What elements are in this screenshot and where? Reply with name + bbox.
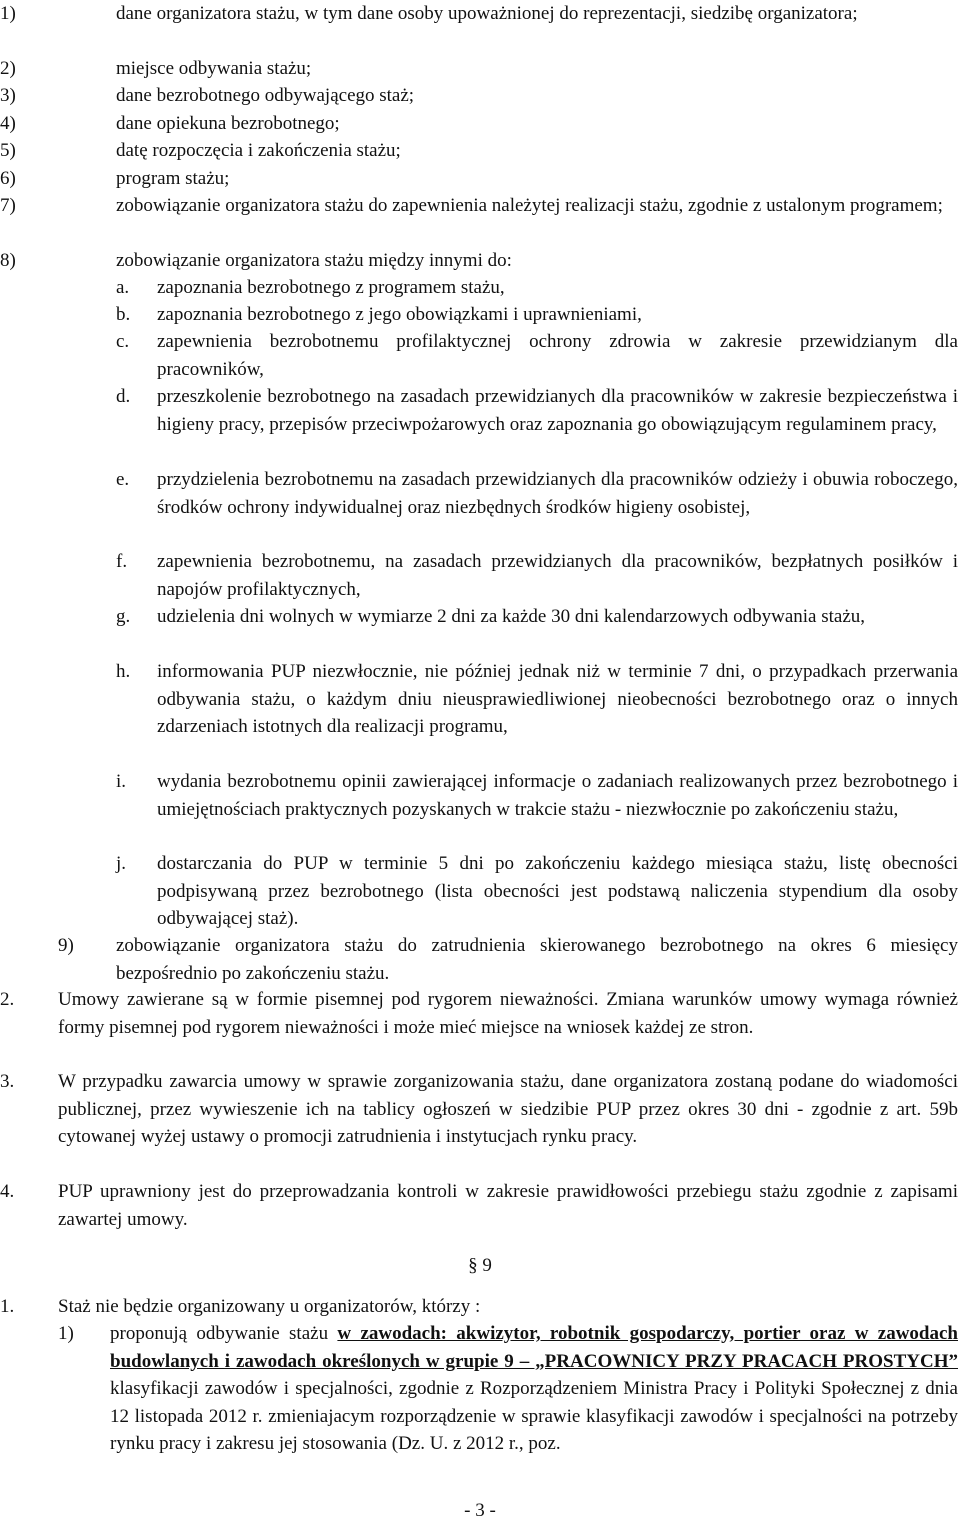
sub-list-item-text: przeszkolenie bezrobotnego na zasadach przewidzianych dla pracowników w zakresie bezpieczeństwa i higieny pracy, przepisów przeciwpożarowych oraz zapoznania go obowiązującym regulaminem pracy, — [157, 386, 958, 435]
sub-list-item-text: zapewnienia bezrobotnemu, na zasadach przewidzianych dla pracowników, bezpłatnych posiłków i napojów profilaktycznych, — [157, 551, 958, 600]
sub-list-item-letter: f. — [116, 551, 128, 572]
list-item-number: 1) — [58, 1323, 74, 1344]
list-item-text: miejsce odbywania stażu; — [116, 58, 312, 79]
list-item-text: zobowiązanie organizatora stażu do zapewnienia należytej realizacji stażu, zgodnie z ustalonym programem; — [116, 195, 943, 216]
sub-list-item-text: wydania bezrobotnemu opinii zawierającej informacje o zadaniach realizowanych przez bezrobotnego i umiejętnościach praktycznych pozyskanych w trakcie stażu - niezwłocznie po zakończeniu stażu, — [157, 771, 958, 820]
list-item-text: program stażu; — [116, 168, 230, 189]
sub-list-item-text: zapewnienia bezrobotnemu profilaktycznej ochrony zdrowia w zakresie przewidzianym dla pracowników, — [157, 331, 958, 380]
list-item-text: dane bezrobotnego odbywającego staż; — [116, 85, 415, 106]
sub-list-item-letter: h. — [116, 661, 131, 682]
list-item-number: 6) — [0, 168, 16, 189]
list-item-text: dane organizatora stażu, w tym dane osoby upoważnionej do reprezentacji, siedzibę organizatora; — [116, 3, 858, 24]
paragraph-text: Umowy zawierane są w formie pisemnej pod rygorem nieważności. Zmiana warunków umowy wymaga również formy pisemnej pod rygorem nieważności i może mieć miejsce na wniosek każdej ze stron. — [58, 989, 958, 1038]
list-item-number: 9) — [58, 935, 74, 956]
sub-list-item-text: przydzielenia bezrobotnemu na zasadach przewidzianych dla pracowników odzieży i obuwia roboczego, środków ochrony indywidualnej oraz niezbędnych środków higieny osobistej, — [157, 469, 958, 518]
list-item-number: 1) — [0, 3, 16, 24]
list-item-number: 5) — [0, 140, 16, 161]
list-item-number: 2) — [0, 58, 16, 79]
list-item-text — [110, 1320, 958, 1458]
paragraph-text: PUP uprawniony jest do przeprowadzania kontroli w zakresie prawidłowości przebiegu stażu zgodnie z zapisami zawartej umowy. — [58, 1181, 958, 1230]
page-number: - 3 - — [464, 1500, 496, 1521]
sub-list-item-letter: j. — [116, 853, 127, 874]
list-item-number: 7) — [0, 195, 16, 216]
sub-list-item-letter: b. — [116, 304, 131, 325]
list-item-number: 3) — [0, 85, 16, 106]
paragraph-text: Staż nie będzie organizowany u organizatorów, którzy : — [58, 1296, 481, 1317]
list-item-text-rest: klasyfikacji zawodów i specjalności, zgodnie z Rozporządzeniem Ministra Pracy i Polityki Społecznej z dnia 12 listopada 2012 r. zmieniajacym rozporządzenie w sprawie klasyfikacji zawodów i specjalności na potrzeby rynku pracy i zakresu jej stosowania (Dz. U. z 2012 r., poz. — [110, 1378, 958, 1454]
sub-list-item-letter: a. — [116, 277, 130, 298]
sub-list-item-text: zapoznania bezrobotnego z programem stażu, — [157, 277, 505, 298]
list-item-text-emphasis: w zawodach: akwizytor, robotnik gospodarczy, portier oraz w zawodach budowlanych i zawodach określonych w grupie 9 – „PRACOWNICY PRZY PRACACH PROSTYCH” — [110, 1323, 958, 1372]
sub-list-item-text: zapoznania bezrobotnego z jego obowiązkami i uprawnieniami, — [157, 304, 642, 325]
sub-list-item-letter: e. — [116, 469, 130, 490]
sub-list-item-letter: c. — [116, 331, 130, 352]
list-item-text: datę rozpoczęcia i zakończenia stażu; — [116, 140, 401, 161]
paragraph-number: 2. — [0, 989, 15, 1010]
list-item — [0, 0, 960, 55]
list-item-number: 8) — [0, 250, 16, 271]
paragraph-number: 3. — [0, 1071, 15, 1092]
list-item-text: dane opiekuna bezrobotnego; — [116, 113, 340, 134]
sub-list-item-letter: g. — [116, 606, 131, 627]
sub-list-item-letter: d. — [116, 386, 131, 407]
paragraph-number: 4. — [0, 1181, 15, 1202]
list-item-text: zobowiązanie organizatora stażu między innymi do: — [116, 250, 512, 271]
list-item-text: zobowiązanie organizatora stażu do zatrudnienia skierowanego bezrobotnego na okres 6 miesięcy bezpośrednio po zakończeniu stażu. — [116, 935, 958, 984]
list-item-text-intro: proponują odbywanie stażu — [110, 1323, 338, 1344]
sub-list-item-text: dostarczania do PUP w terminie 5 dni po zakończeniu każdego miesiąca stażu, listę obecności podpisywaną przez bezrobotnego (lista obecności jest podstawą naliczenia stypendium dla osoby odbywającej staż). — [157, 853, 958, 929]
sub-list-item-letter: i. — [116, 771, 127, 792]
paragraph-text: W przypadku zawarcia umowy w sprawie zorganizowania stażu, dane organizatora zostaną podane do wiadomości publicznej, przez wywieszenie ich na tablicy ogłoszeń w siedzibie PUP przez okres 30 dni - zgodnie z art. 59b cytowanej wyżej ustawy o promocji zatrudnienia i instytucjach rynku pracy. — [58, 1071, 958, 1147]
paragraph-number: 1. — [0, 1296, 15, 1317]
sub-list-item-text: informowania PUP niezwłocznie, nie później jednak niż w terminie 7 dni, o przypadkach przerwania odbywania stażu, o każdym dniu nieusprawiedliwionej nieobecności bezrobotnego oraz o innych zdarzeniach istotnych dla realizacji programu, — [157, 661, 958, 737]
section-heading: § 9 — [468, 1255, 492, 1276]
sub-list-item-text: udzielenia dni wolnych w wymiarze 2 dni za każde 30 dni kalendarzowych odbywania stażu, — [157, 606, 866, 627]
list-item-number: 4) — [0, 113, 16, 134]
